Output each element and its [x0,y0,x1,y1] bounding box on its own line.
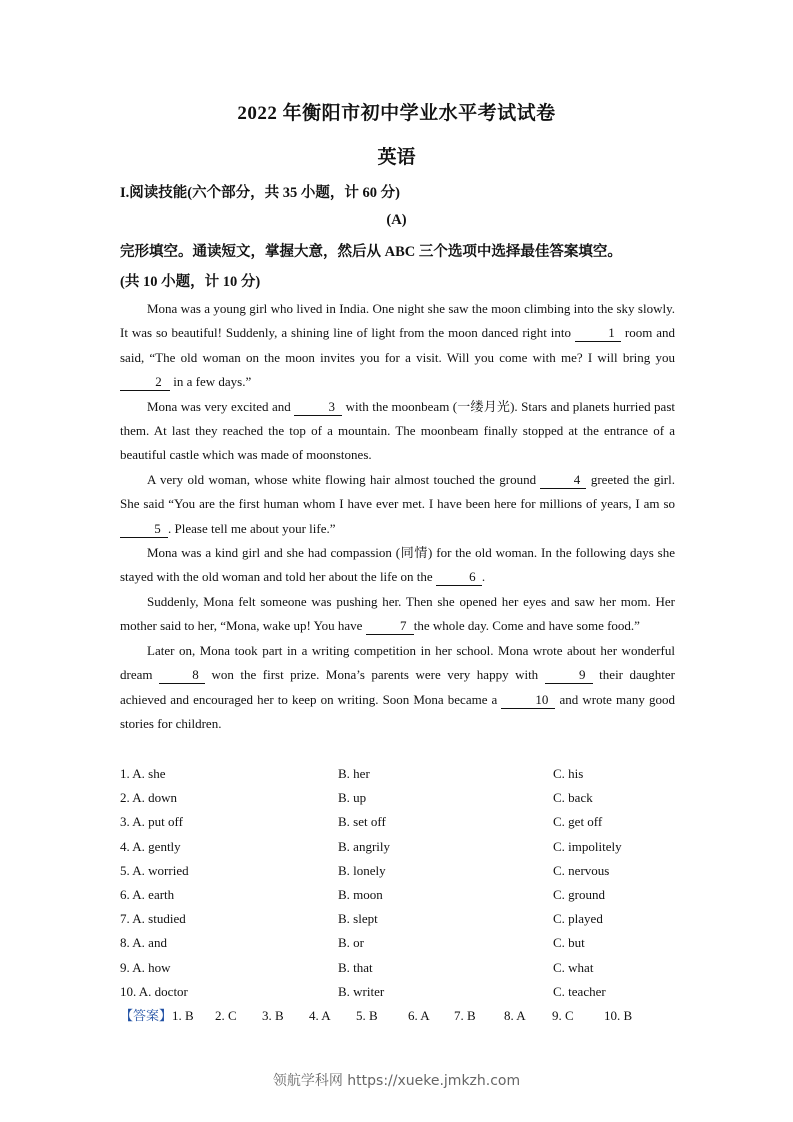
option-b: B. up [338,790,367,806]
option-a: 1. A. she [120,766,166,781]
blank-9: 9 [545,668,593,684]
option-a: 7. A. studied [120,911,186,927]
option-c: C. get off [553,814,603,830]
option-c: C. impolitely [553,838,622,854]
option-row [120,907,680,931]
paragraph-text: Mona was very excited and [147,398,295,414]
answer-options [120,762,680,1004]
paragraph-text: their daughter achieved and encouraged her to keep on writing. Soon Mona became a [120,667,675,707]
answer-item: 9. C [552,1008,574,1023]
paragraph-text: and wrote many good stories for children. [120,691,675,731]
paragraph-5 [120,590,675,639]
blank-10: 10 [501,693,555,709]
answer-item: 6. A [408,1008,430,1023]
answer-item: 2. C [215,1008,237,1023]
option-b: B. her [338,766,370,781]
paragraph-text: . Please tell me about your life.” [168,520,336,536]
option-row [120,786,680,810]
option-a: 6. A. earth [120,886,175,902]
option-row [120,762,680,786]
paragraph-text: in a few days.” [170,374,252,390]
answer-item: 7. B [454,1008,476,1023]
option-a: 8. A. and [120,935,167,951]
option-b: B. lonely [338,862,386,878]
option-row [120,859,680,883]
paragraph-text: Mona was a kind girl and she had compassion (同情) for the old woman. In the following days she stayed with the old woman and told her about the life on the [120,545,675,585]
option-b: B. slept [338,911,378,927]
option-a: 5. A. worried [120,862,189,878]
option-c: C. ground [553,886,605,902]
paragraph-text: Mona was a young girl who lived in India. One night she saw the moon climbing into the sky slowly. It was so beautiful! Suddenly, a shining line of light from the moon danced right into [120,301,675,341]
blank-7: 7 [366,619,414,635]
answer-item: 5. B [356,1008,378,1023]
option-c: C. played [553,911,603,927]
section-heading: I.阅读技能(六个部分，共 35 小题，计 60 分) [120,185,400,201]
paragraph-text: Later on, Mona took part in a writing competition in her school. Mona wrote about her wonderful dream [120,642,675,683]
paragraph-text: greeted the girl. She said “You are the first human whom I have ever met. I have been here for millions of years, I am so [120,471,675,512]
paragraph-text: the whole day. Come and have some food.” [413,618,640,634]
option-b: B. or [338,935,364,951]
option-a: 3. A. put off [120,814,183,830]
paragraph-1 [120,297,675,395]
subject-title: 英语 [377,147,416,168]
answer-item: 10. B [604,1008,633,1023]
paragraph-6 [120,639,675,737]
blank-1: 1 [575,326,621,342]
answer-tag: 【答案】 [120,1008,173,1023]
answer-item: 4. A [309,1008,331,1023]
option-a: 2. A. down [120,790,178,806]
paragraph-text: Suddenly, Mona felt someone was pushing her. Then she opened her eyes and saw her mom. Her mother said to her, “Mona, wake up! You have [120,593,675,634]
paragraph-2 [120,395,675,468]
paragraph-text: won the first prize. Mona’s parents were very happy with [204,667,545,683]
paragraph-text: A very old woman, whose white flowing hair almost touched the ground [147,471,541,487]
option-c: C. nervous [553,862,610,878]
instruction-line-1: 完形填空。通读短文，掌握大意，然后从 ABC 三个选项中选择最佳答案填空。 [120,244,622,260]
answer-key [120,1005,680,1024]
answer-item: 8. A [504,1008,526,1023]
blank-6: 6 [436,570,482,586]
option-row [120,931,680,955]
paragraph-3 [120,468,675,541]
option-row [120,835,680,859]
option-row [120,980,680,1004]
paragraph-text: room and said, “The old woman on the moon invites you for a visit. Will you come with me? I will bring you [120,325,675,365]
blank-2: 2 [120,375,170,391]
option-c: C. back [553,790,593,806]
answer-item: 1. B [172,1008,194,1023]
instruction-line-2: (共 10 小题，计 10 分) [120,274,261,290]
option-a: 4. A. gently [120,838,181,854]
option-b: B. angrily [338,838,390,854]
option-b: B. moon [338,886,383,902]
option-row [120,810,680,834]
option-c: C. teacher [553,983,606,999]
footer-watermark: 领航学科网 https://xueke.jmkzh.com [272,1073,521,1089]
option-b: B. set off [338,814,386,830]
blank-4: 4 [540,473,586,489]
blank-8: 8 [159,668,205,684]
answer-item: 3. B [262,1008,284,1023]
option-a: 10. A. doctor [120,983,188,999]
option-c: C. his [553,766,584,781]
option-c: C. what [553,959,594,975]
blank-3: 3 [294,400,342,416]
option-a: 9. A. how [120,959,171,975]
paragraph-text: . [481,569,486,585]
part-label: (A) [386,212,407,228]
option-row [120,956,680,980]
page-title: 2022 年衡阳市初中学业水平考试试卷 [237,103,556,124]
option-row [120,883,680,907]
paragraph-text: with the moonbeam (一缕月光). Stars and planets hurried past them. At last they reached the top of a mountain. The moonbeam finally stopped at the entrance of a beautiful castle which was made of moonstones. [120,398,675,463]
paragraph-4 [120,541,675,590]
option-c: C. but [553,935,585,951]
option-b: B. that [338,959,373,975]
option-b: B. writer [338,983,385,999]
blank-5: 5 [120,522,168,538]
cloze-passage [120,297,675,736]
